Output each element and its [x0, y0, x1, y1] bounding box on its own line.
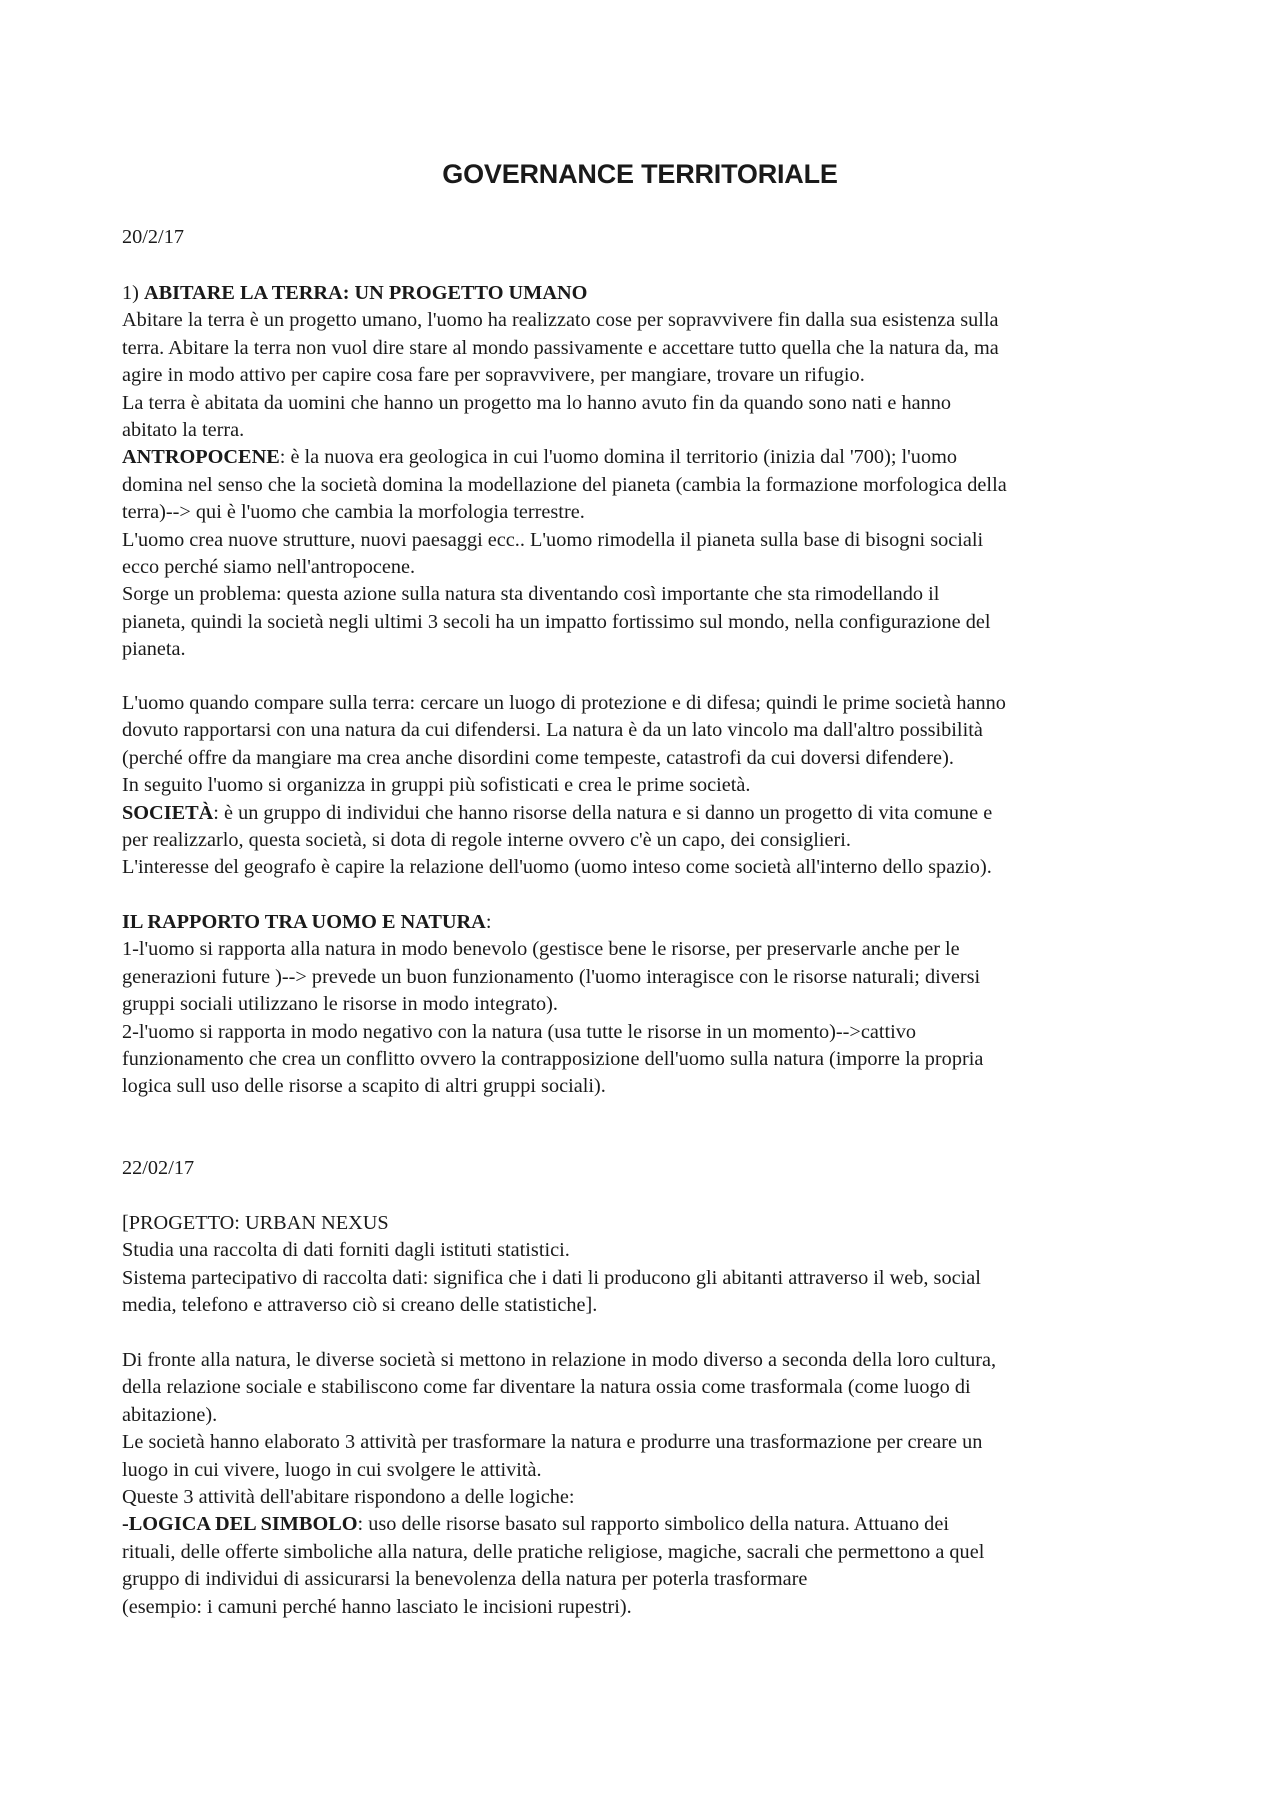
paragraph-line: generazioni future )--> prevede un buon funzionamento (l'uomo interagisce con le risorse naturali; diversi — [122, 965, 981, 988]
paragraph-line: 1-l'uomo si rapporta alla natura in modo benevolo (gestisce bene le risorse, per preservarle anche per le — [122, 938, 960, 961]
paragraph-line: luogo in cui vivere, luogo in cui svolgere le attività. — [122, 1458, 542, 1481]
urban-nexus-section — [122, 1210, 1178, 1320]
paragraph-line: Abitare la terra è un progetto umano, l'uomo ha realizzato cose per sopravvivere fin dalla sua esistenza sulla — [122, 309, 999, 332]
antropocene-definition — [122, 444, 1178, 471]
section-1-paragraph-2 — [122, 690, 1178, 882]
societa-definition — [122, 800, 1178, 827]
paragraph-line: [PROGETTO: URBAN NEXUS — [122, 1212, 389, 1234]
paragraph-line: della relazione sociale e stabiliscono come far diventare la natura ossia come trasformala (come luogo di — [122, 1376, 971, 1399]
paragraph-line: gruppi sociali utilizzano le risorse in modo integrato). — [122, 993, 558, 1016]
paragraph-line: Queste 3 attività dell'abitare rispondono a delle logiche: — [122, 1485, 575, 1508]
paragraph-line: funzionamento che crea un conflitto ovvero la contrapposizione dell'uomo sulla natura (imporre la propria — [122, 1047, 984, 1070]
paragraph-line: Sorge un problema: questa azione sulla natura sta diventando così importante che sta rimodellando il — [122, 583, 940, 606]
paragraph-line: (esempio: i camuni perché hanno lasciato le incisioni rupestri). — [122, 1595, 632, 1618]
document-title: GOVERNANCE TERRITORIALE — [442, 159, 838, 189]
societa-term: SOCIETÀ — [122, 801, 214, 824]
logica-simbolo-term: -LOGICA DEL SIMBOLO — [122, 1513, 358, 1536]
date-2 — [122, 1155, 1178, 1182]
paragraph-line: L'uomo quando compare sulla terra: cercare un luogo di protezione e di difesa; quindi le prime società hanno — [122, 692, 1006, 714]
paragraph-line: gruppo di individui di assicurarsi la benevolenza della natura per poterla trasformare — [122, 1568, 808, 1591]
paragraph-line: abitato la terra. — [122, 418, 245, 441]
paragraph-line: Studia una raccolta di dati forniti dagli istituti statistici. — [122, 1239, 570, 1262]
antropocene-text: : è la nuova era geologica in cui l'uomo domina il territorio (inizia dal '700); l'uomo — [279, 446, 958, 469]
paragraph-line: per realizzarlo, questa società, si dota di regole interne ovvero c'è un capo, dei consiglieri. — [122, 828, 851, 851]
rapporto-colon: : — [485, 911, 492, 933]
paragraph-line: 2-l'uomo si rapporta in modo negativo con la natura (usa tutte le risorse in un momento)-->cattivo — [122, 1020, 917, 1043]
section-2-paragraph — [122, 1347, 1178, 1621]
logica-simbolo-definition — [122, 1511, 1178, 1538]
paragraph-line: L'uomo crea nuove strutture, nuovi paesaggi ecc.. L'uomo rimodella il pianeta sulla base di bisogni sociali — [122, 528, 984, 551]
paragraph-line: rituali, delle offerte simboliche alla natura, delle pratiche religiose, magiche, sacrali che permettono a quel — [122, 1540, 985, 1563]
paragraph-line: La terra è abitata da uomini che hanno un progetto ma lo hanno avuto fin da quando sono nati e hanno — [122, 391, 952, 414]
section-1-heading — [122, 280, 1178, 307]
paragraph-line: L'interesse del geografo è capire la relazione dell'uomo (uomo inteso come società all'interno dello spazio). — [122, 856, 992, 879]
paragraph-line: Sistema partecipativo di raccolta dati: significa che i dati li producono gli abitanti attraverso il web, social — [122, 1266, 981, 1289]
paragraph-line: ecco perché siamo nell'antropocene. — [122, 555, 416, 578]
rapporto-section — [122, 909, 1178, 1101]
paragraph-line: agire in modo attivo per capire cosa fare per sopravvivere, per mangiare, trovare un rifugio. — [122, 364, 865, 387]
paragraph-line: pianeta. — [122, 638, 186, 661]
antropocene-term: ANTROPOCENE — [122, 446, 280, 469]
date-1 — [122, 224, 1178, 251]
paragraph-line: pianeta, quindi la società negli ultimi 3 secoli ha un impatto fortissimo sul mondo, nella configurazione del — [122, 610, 991, 633]
paragraph-line: media, telefono e attraverso ciò si creano delle statistiche]. — [122, 1294, 598, 1317]
section-1 — [122, 280, 1178, 663]
paragraph-line: terra. Abitare la terra non vuol dire stare al mondo passivamente e accettare tutto quella che la natura da, ma — [122, 336, 999, 359]
paragraph-line: terra)--> qui è l'uomo che cambia la morfologia terrestre. — [122, 501, 585, 524]
paragraph-line: Le società hanno elaborato 3 attività per trasformare la natura e produrre una trasformazione per creare un — [122, 1431, 983, 1454]
paragraph-line: dovuto rapportarsi con una natura da cui difendersi. La natura è da un lato vincolo ma dall'altro possibilità — [122, 719, 983, 742]
rapporto-title: IL RAPPORTO TRA UOMO E NATURA — [122, 911, 486, 933]
paragraph-line: (perché offre da mangiare ma crea anche disordini come tempeste, catastrofi da cui doversi difendere). — [122, 746, 954, 769]
paragraph-line: abitazione). — [122, 1403, 218, 1426]
paragraph-line: In seguito l'uomo si organizza in gruppi più sofisticati e crea le prime società. — [122, 774, 751, 797]
logica-simbolo-text: : uso delle risorse basato sul rapporto simbolico della natura. Attuano dei — [357, 1513, 949, 1536]
section-1-number: 1) — [122, 282, 144, 304]
section-1-title: ABITARE LA TERRA: UN PROGETTO UMANO — [143, 282, 588, 304]
date-2-text: 22/02/17 — [122, 1157, 195, 1179]
paragraph-line: Di fronte alla natura, le diverse società si mettono in relazione in modo diverso a seconda della loro cultura, — [122, 1349, 997, 1371]
societa-text: : è un gruppo di individui che hanno risorse della natura e si danno un progetto di vita comune e — [213, 801, 993, 824]
date-1-text: 20/2/17 — [122, 226, 184, 248]
paragraph-line: logica sull uso delle risorse a scapito di altri gruppi sociali). — [122, 1075, 606, 1098]
rapporto-heading — [122, 909, 1178, 936]
paragraph-line: domina nel senso che la società domina la modellazione del pianeta (cambia la formazione morfologica della — [122, 473, 1007, 496]
